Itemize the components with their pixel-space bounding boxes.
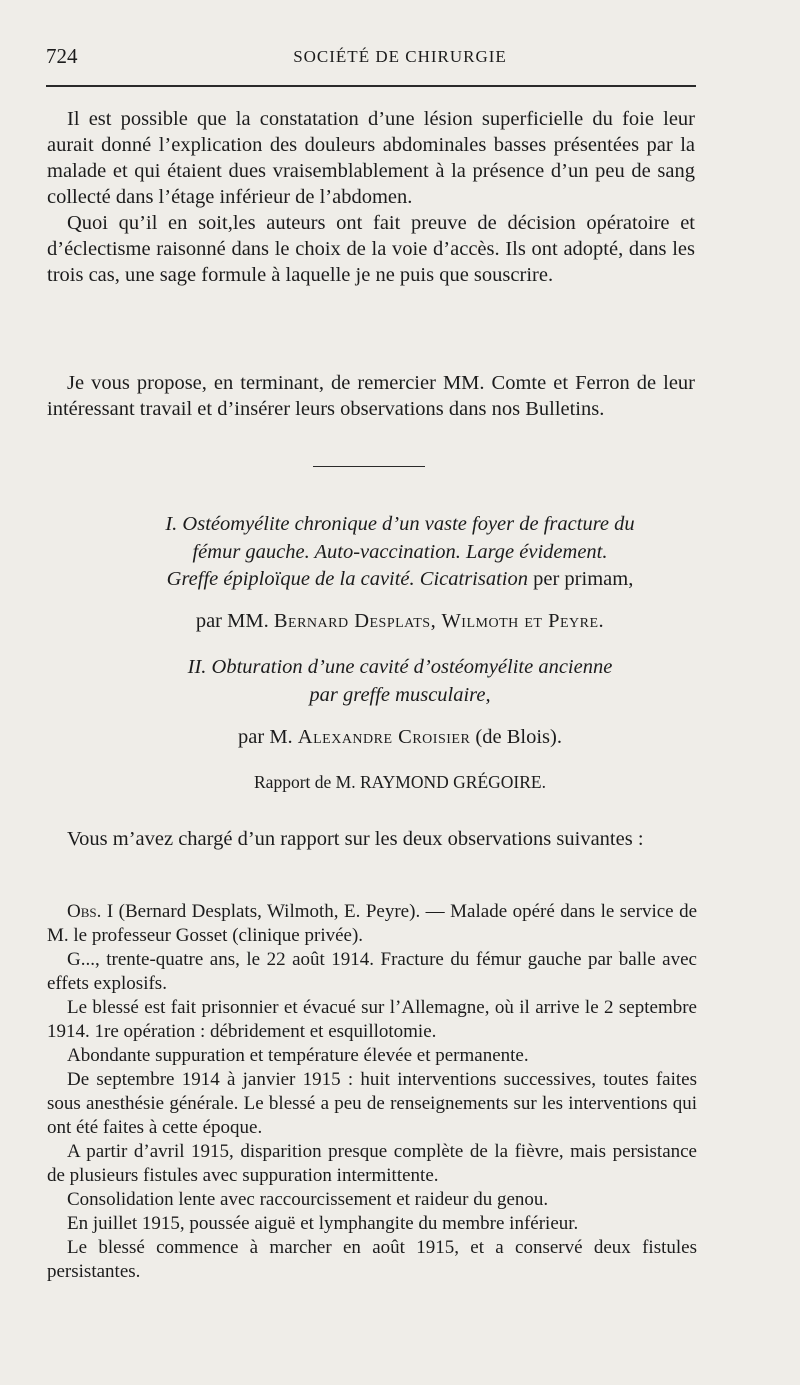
observation-block bbox=[47, 900, 697, 1284]
page-number: 724 bbox=[46, 44, 78, 68]
observation-paragraph: De septembre 1914 à janvier 1915 : huit interventions successives, toutes faites sous anesthésie générale. Le blessé a peu de renseignements sur les interventions qui ont été faites à cette époque. bbox=[47, 1069, 697, 1138]
title-two-line-2: par greffe musculaire, bbox=[309, 684, 491, 706]
observation-paragraph: G..., trente-quatre ans, le 22 août 1914. Fracture du fémur gauche par balle avec effets explosifs. bbox=[47, 949, 697, 994]
closing-paragraph: Je vous propose, en terminant, de remercier MM. Comte et Ferron de leur intéressant travail et d’insérer leurs observations dans nos Bulletins. bbox=[47, 372, 695, 420]
authors-prefix: par M. bbox=[238, 726, 293, 748]
observation-paragraph: Le blessé est fait prisonnier et évacué sur l’Allemagne, où il arrive le 2 septembre 1914. 1re opération : débridement et esquillotomie. bbox=[47, 997, 697, 1042]
authors-names: Bernard Desplats, Wilmoth et Peyre. bbox=[273, 610, 605, 632]
authors-prefix: par MM. bbox=[195, 610, 269, 632]
authors-suffix: (de Blois). bbox=[475, 726, 562, 748]
intro-text bbox=[47, 106, 695, 288]
running-title: SOCIÉTÉ DE CHIRURGIE bbox=[293, 47, 507, 66]
rapport-line: Rapport de M. RAYMOND GRÉGOIRE. bbox=[254, 772, 546, 792]
observation-paragraph: En juillet 1915, poussée aiguë et lymphangite du membre inférieur. bbox=[67, 1213, 579, 1234]
authors-names: Alexandre Croisier bbox=[297, 726, 471, 748]
section-separator bbox=[313, 466, 425, 467]
intro-paragraph-2: Quoi qu’il en soit,les auteurs ont fait preuve de décision opératoire et d’éclectisme raisonné dans le choix de la voie d’accès. Ils ont adopté, dans les trois cas, une sage formule à laquelle je ne puis que souscrire. bbox=[47, 212, 695, 286]
observation-paragraph: Le blessé commence à marcher en août 1915, et a conservé deux fistules persistantes. bbox=[47, 1237, 697, 1282]
title-one-line-1: I. Ostéomyélite chronique d’un vaste foyer de fracture du bbox=[165, 513, 635, 535]
title-one-line-3-italic: Greffe épiploïque de la cavité. Cicatrisation bbox=[166, 568, 528, 590]
observation-paragraph: A partir d’avril 1915, disparition presque complète de la fièvre, mais persistance de plusieurs fistules avec suppuration intermittente. bbox=[47, 1141, 697, 1186]
title-two-line-1: II. Obturation d’une cavité d’ostéomyélite ancienne bbox=[187, 656, 613, 678]
observation-paragraph: Abondante suppuration et température élevée et permanente. bbox=[67, 1045, 529, 1066]
observation-first-text: (Bernard Desplats, Wilmoth, E. Peyre). — Malade opéré dans le service de M. le professeur Gosset (clinique privée). bbox=[47, 901, 698, 946]
intro-paragraph-1: Il est possible que la constatation d’une lésion superficielle du foie leur aurait donné l’explication des douleurs abdominales basses présentées par la malade et qui étaient dues vraisemblablement à la présence d’un peu de sang collecté dans l’étage inférieur de l’abdomen. bbox=[47, 108, 695, 208]
title-two-authors bbox=[0, 726, 800, 749]
header-rule bbox=[46, 85, 696, 87]
title-one-line-2: fémur gauche. Auto-vaccination. Large évidement. bbox=[192, 541, 608, 563]
observation-label: Obs. I bbox=[67, 901, 114, 922]
observation-paragraph: Consolidation lente avec raccourcissement et raideur du genou. bbox=[67, 1189, 549, 1210]
report-intro: Vous m’avez chargé d’un rapport sur les deux observations suivantes : bbox=[67, 828, 644, 850]
title-one-line-3 bbox=[0, 568, 800, 591]
title-one-line-3-roman: per primam, bbox=[533, 568, 634, 590]
observation-first-paragraph bbox=[47, 900, 697, 948]
closing-text bbox=[47, 370, 695, 422]
title-one-authors bbox=[0, 610, 800, 633]
report-intro-block bbox=[47, 826, 695, 852]
